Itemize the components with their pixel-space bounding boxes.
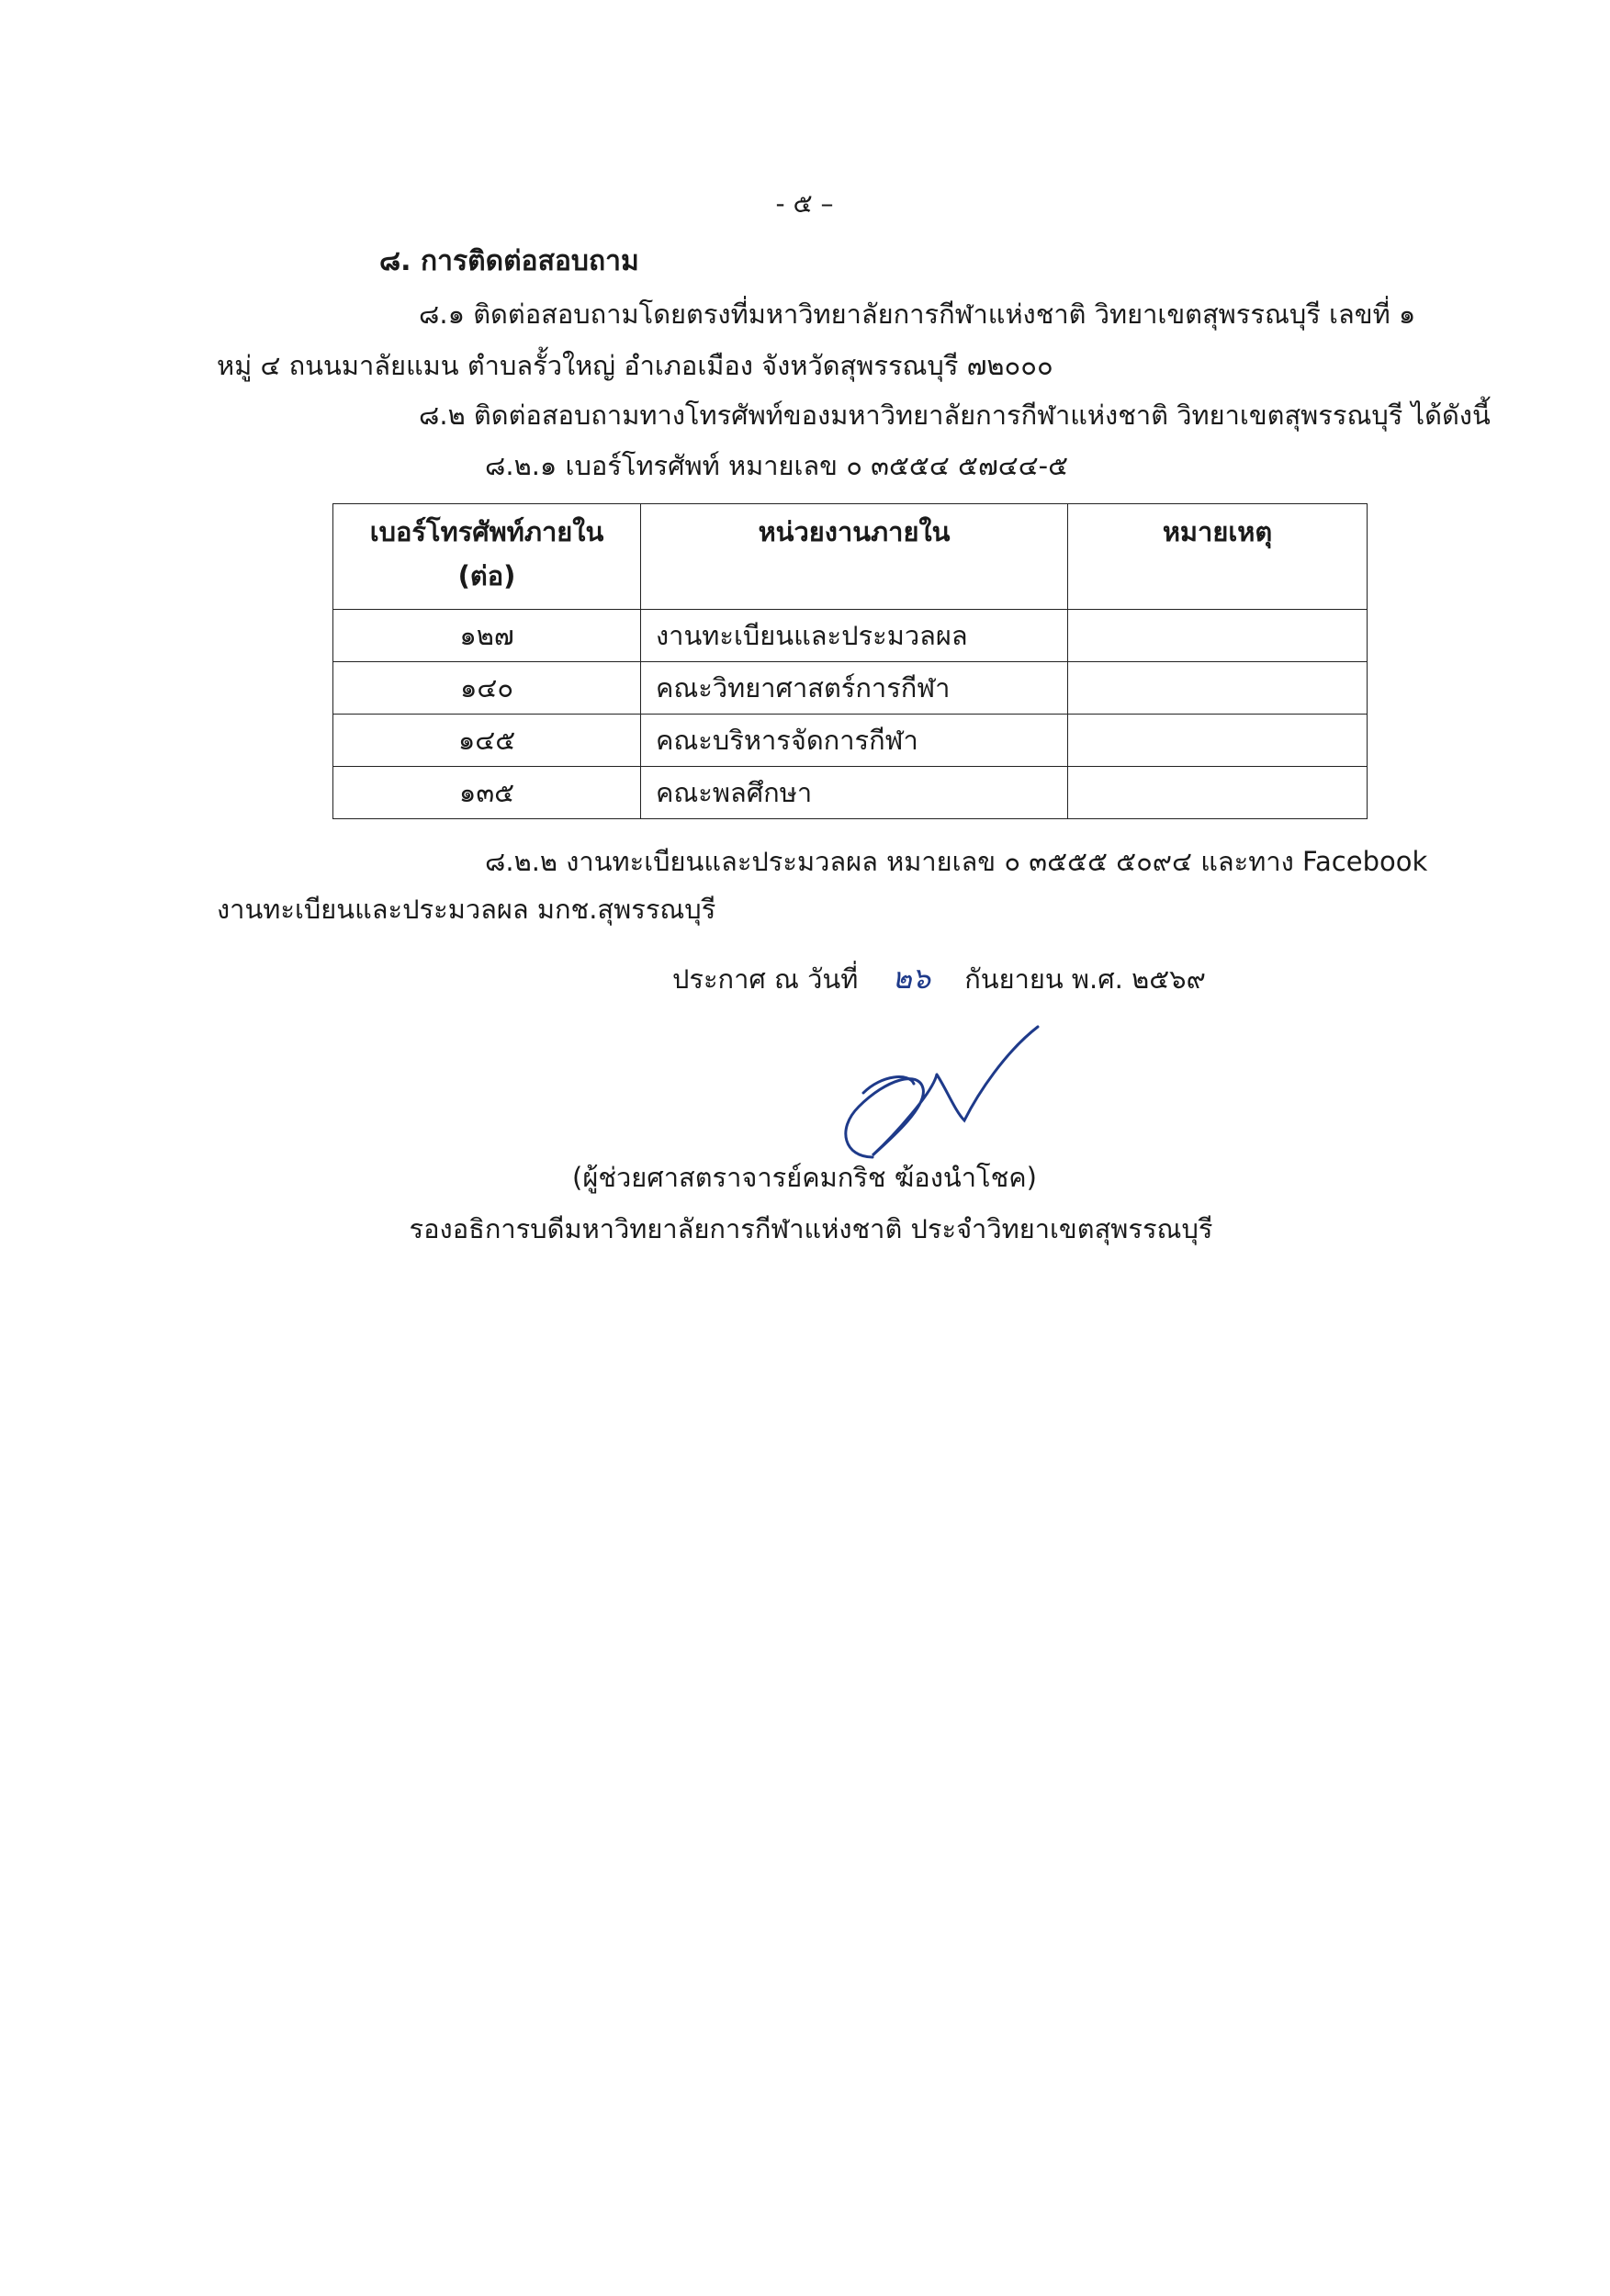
signature-mark — [808, 1019, 1047, 1166]
table-row — [333, 715, 1368, 767]
unit-cell: คณะพลศึกษา — [641, 767, 1068, 819]
signer-name: (ผู้ช่วยศาสตราจารย์คมกริช ฆ้องนำโชค) — [572, 1162, 1037, 1193]
announcement-date — [672, 960, 1206, 997]
table-row — [333, 767, 1368, 819]
announcement-day: ๒๖ — [892, 961, 931, 996]
paragraph-8-2-2-line2: งานทะเบียนและประมวลผล มกช.สุพรรณบุรี — [217, 894, 716, 925]
unit-cell: คณะวิทยาศาสตร์การกีฬา — [641, 662, 1068, 715]
extension-cell: ๑๓๕ — [333, 767, 641, 819]
paragraph-8-1-line1: ๘.๑ ติดต่อสอบถามโดยตรงที่มหาวิทยาลัยการกีฬาแห่งชาติ วิทยาเขตสุพรรณบุรี เลขที่ ๑ — [419, 298, 1416, 330]
extension-cell: ๑๔๐ — [333, 662, 641, 715]
page-number: - ๕ – — [775, 188, 834, 219]
extension-cell: ๑๔๕ — [333, 715, 641, 767]
paragraph-8-2-2-line1: ๘.๒.๒ งานทะเบียนและประมวลผล หมายเลข ๐ ๓๕๕๕ ๕๐๙๔ และทาง Facebook — [485, 846, 1428, 877]
extension-cell: ๑๒๗ — [333, 610, 641, 662]
table-header-row — [333, 504, 1368, 610]
header-note: หมายเหตุ — [1068, 504, 1368, 610]
paragraph-8-2: ๘.๒ ติดต่อสอบถามทางโทรศัพท์ของมหาวิทยาลัยการกีฬาแห่งชาติ วิทยาเขตสุพรรณบุรี ได้ดังนี้ — [419, 400, 1491, 431]
header-unit: หน่วยงานภายใน — [641, 504, 1068, 610]
announcement-suffix: กันยายน พ.ศ. ๒๕๖๙ — [964, 963, 1206, 995]
unit-cell: คณะบริหารจัดการกีฬา — [641, 715, 1068, 767]
note-cell — [1068, 715, 1368, 767]
section-heading: ๘. การติดต่อสอบถาม — [379, 245, 639, 277]
announcement-prefix: ประกาศ ณ วันที่ — [672, 963, 859, 995]
paragraph-8-2-1: ๘.๒.๑ เบอร์โทรศัพท์ หมายเลข ๐ ๓๕๕๔ ๕๗๔๔-๕ — [485, 450, 1069, 481]
note-cell — [1068, 662, 1368, 715]
table-row — [333, 662, 1368, 715]
paragraph-8-1-line2: หมู่ ๔ ถนนมาลัยแมน ตำบลรั้วใหญ่ อำเภอเมือง จังหวัดสุพรรณบุรี ๗๒๐๐๐ — [217, 350, 1053, 381]
signer-title: รองอธิการบดีมหาวิทยาลัยการกีฬาแห่งชาติ ประจำวิทยาเขตสุพรรณบุรี — [409, 1213, 1213, 1244]
unit-cell: งานทะเบียนและประมวลผล — [641, 610, 1068, 662]
header-extension: เบอร์โทรศัพท์ภายใน (ต่อ) — [333, 504, 641, 610]
table-row — [333, 610, 1368, 662]
note-cell — [1068, 767, 1368, 819]
note-cell — [1068, 610, 1368, 662]
contact-table — [332, 503, 1368, 819]
